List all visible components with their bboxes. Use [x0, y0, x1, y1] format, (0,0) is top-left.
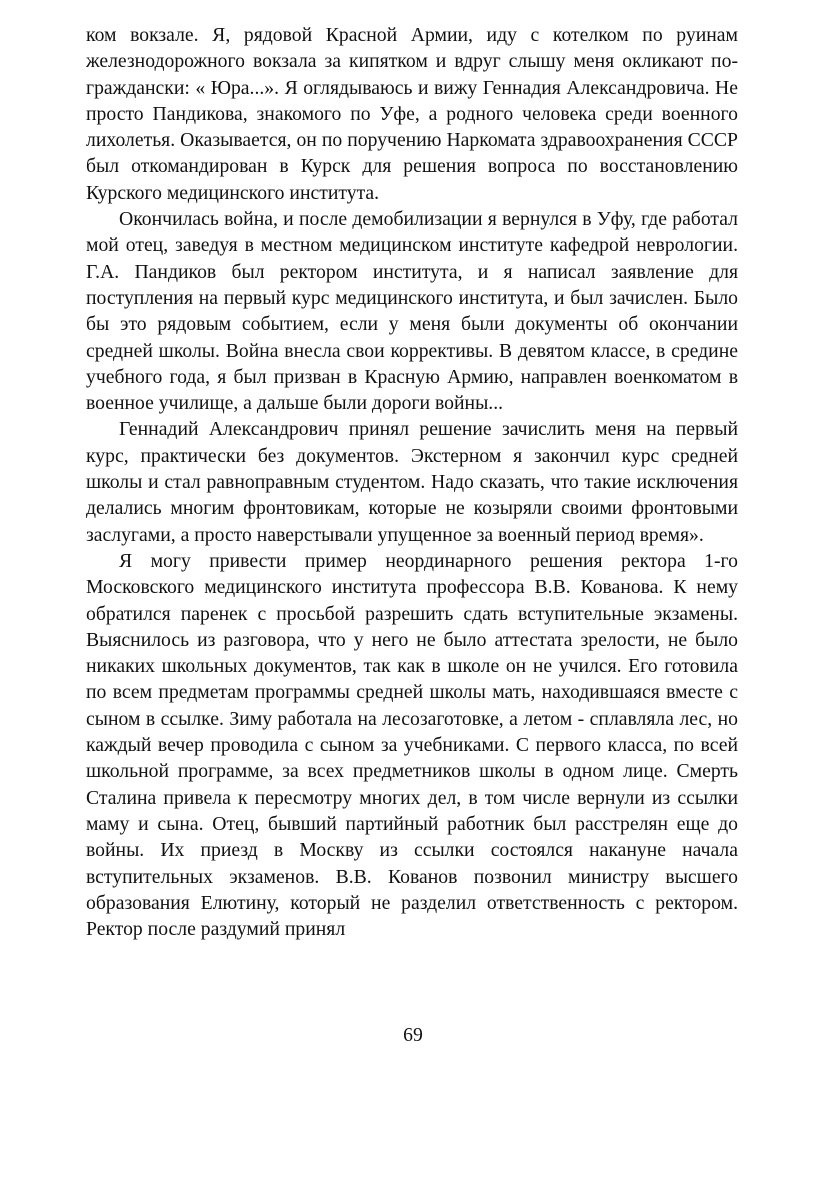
- paragraph-4: Я могу привести пример неординарного решения ректора 1-го Московского медицинского института профессора В.В. Кованова. К нему обратился паренек с просьбой разрешить сдать вступительные экзамены. Выяснилось из разговора, что у него не было аттестата зрелости, не было никаких школьных документов, так как в школе он не учился. Его готовила по всем предметам программы средней школы мать, находившаяся вместе с сыном в ссылке. Зиму работала на лесозаготовке, а летом - сплавляла лес, но каждый вечер проводила с сыном за учебниками. С первого класса, по всей школьной программе, за всех предметников школы в одном лице. Смерть Сталина привела к пересмотру многих дел, в том числе вернули из ссылки маму и сына. Отец, бывший партийный работник был расстрелян еще до войны. Их приезд в Москву из ссылки состоялся накануне начала вступительных экзаменов. В.В. Кованов позвонил министру высшего образования Елютину, который не разделил ответственность с ректором. Ректор после раздумий принял: [86, 549, 738, 941]
- page-body: [86, 22, 738, 942]
- paragraph-2: Окончилась война, и после демобилизации я вернулся в Уфу, где работал мой отец, заведуя в местном медицинском институте кафедрой неврологии. Г.А. Пандиков был ректором института, и я написал заявление для поступления на первый курс медицинского института, и был зачислен. Было бы это рядовым событием, если у меня были документы об окончании средней школы. Война внесла свои коррективы. В девятом классе, в средине учебного года, я был призван в Красную Армию, направлен военкоматом в военное училище, а дальше были дороги войны...: [86, 208, 738, 415]
- paragraph-3: Геннадий Александрович принял решение зачислить меня на первый курс, практически без документов. Экстерном я закончил курс средней школы и стал равноправным студентом. Надо сказать, что такие исключения делались многим фронтовикам, которые не козыряли своими фронтовыми заслугами, а просто наверстывали упущенное за военный период время».: [86, 418, 738, 546]
- page-number: 69: [403, 1024, 423, 1046]
- paragraph-1: ком вокзале. Я, рядовой Красной Армии, иду с котелком по руинам железнодорожного вокзала за кипятком и вдруг слышу меня окликают по-граждански: « Юра...». Я оглядываюсь и вижу Геннадия Александровича. Не просто Пандикова, знакомого по Уфе, а родного человека среди военного лихолетья. Оказывается, он по поручению Наркомата здравоохранения СССР был откомандирован в Курск для решения вопроса по восстановлению Курского медицинского института.: [86, 24, 738, 204]
